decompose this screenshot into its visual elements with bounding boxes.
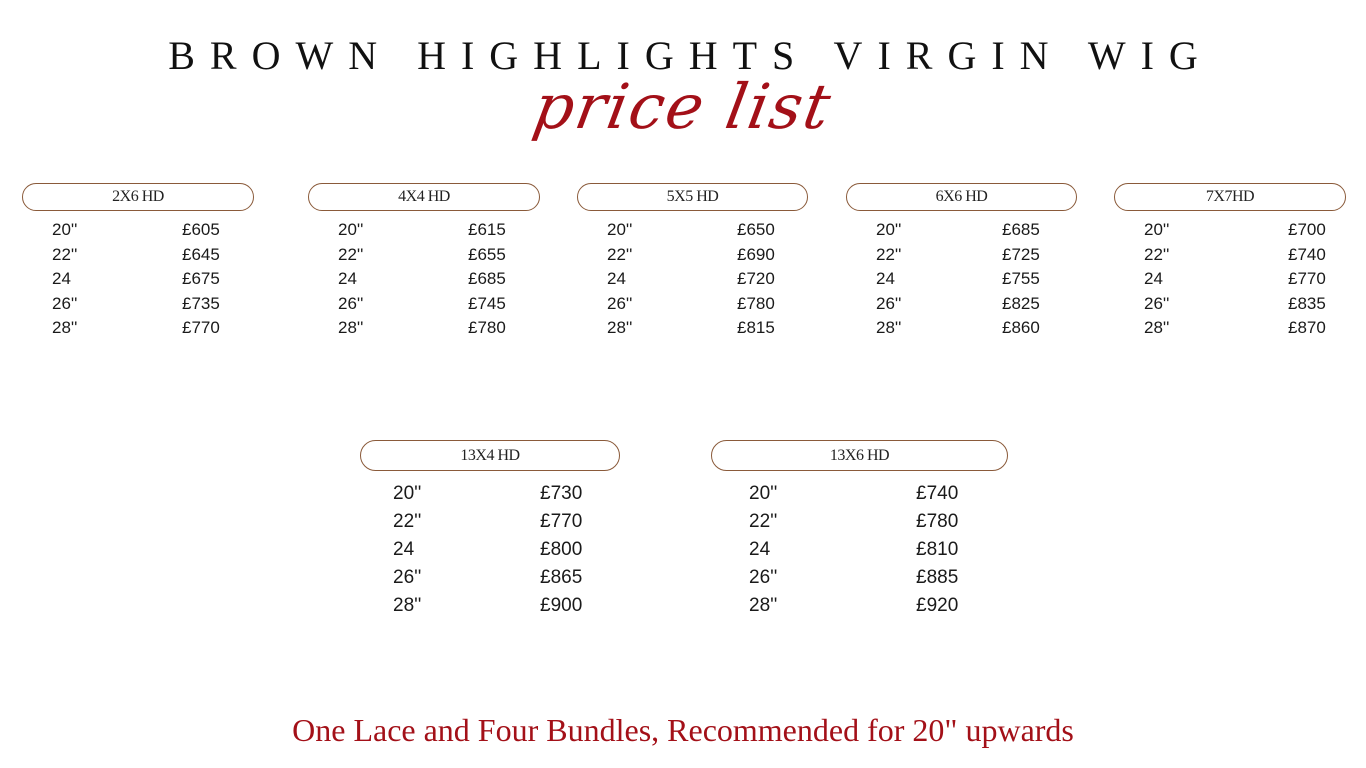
price-row <box>711 536 1008 564</box>
price-value: £885 <box>916 567 959 588</box>
size-value: 24 <box>52 269 71 289</box>
price-row <box>22 267 254 292</box>
price-value: £740 <box>1288 244 1326 264</box>
size-value: 20'' <box>749 483 778 504</box>
price-value: £725 <box>1002 244 1040 264</box>
price-row <box>711 508 1008 536</box>
price-row <box>1114 292 1346 317</box>
price-value: £900 <box>540 595 583 616</box>
price-row <box>360 564 620 592</box>
price-row <box>308 316 540 341</box>
price-row <box>22 292 254 317</box>
size-value: 26'' <box>338 293 364 313</box>
price-row <box>308 218 540 243</box>
price-value: £770 <box>1288 269 1326 289</box>
size-value: 26'' <box>749 567 778 588</box>
bottom-group <box>711 440 1008 620</box>
price-value: £780 <box>468 318 506 338</box>
footer-note: One Lace and Four Bundles, Recommended for 20" upwards <box>292 712 1074 748</box>
price-row <box>846 243 1077 268</box>
size-value: 28'' <box>607 318 633 338</box>
size-value: 26'' <box>607 293 633 313</box>
price-list <box>22 218 254 341</box>
size-value: 28'' <box>876 318 902 338</box>
bottom-group <box>360 440 620 620</box>
size-value: 24 <box>749 539 771 560</box>
price-value: £700 <box>1288 220 1326 239</box>
price-value: £770 <box>182 318 220 338</box>
size-value: 20'' <box>338 220 364 239</box>
price-row <box>577 218 808 243</box>
price-row <box>1114 218 1346 243</box>
price-value: £720 <box>737 269 775 289</box>
price-value: £870 <box>1288 318 1326 338</box>
price-value: £690 <box>737 244 775 264</box>
page-title: BROWN HIGHLIGHTS VIRGIN WIG <box>168 33 1213 78</box>
price-row <box>846 218 1077 243</box>
price-row <box>22 243 254 268</box>
price-list <box>846 218 1077 341</box>
price-value: £735 <box>182 293 220 313</box>
group-label: 4X4 HD <box>308 183 540 211</box>
price-row <box>360 508 620 536</box>
price-row <box>711 592 1008 620</box>
price-row <box>577 292 808 317</box>
size-value: 22'' <box>607 244 633 264</box>
price-value: £780 <box>916 511 959 532</box>
price-list <box>308 218 540 341</box>
price-list <box>1114 218 1346 341</box>
size-value: 22'' <box>338 244 364 264</box>
price-value: £655 <box>468 244 506 264</box>
size-value: 24 <box>607 269 626 289</box>
group-label: 2X6 HD <box>22 183 254 211</box>
price-row <box>308 243 540 268</box>
price-value: £780 <box>737 293 775 313</box>
price-row <box>1114 316 1346 341</box>
price-row <box>577 243 808 268</box>
price-row <box>308 292 540 317</box>
size-value: 26'' <box>393 567 422 588</box>
group-label: 13X4 HD <box>360 440 620 471</box>
size-value: 22'' <box>749 511 778 532</box>
price-value: £605 <box>182 220 220 239</box>
price-value: £755 <box>1002 269 1040 289</box>
price-value: £800 <box>540 539 583 560</box>
price-value: £685 <box>468 269 506 289</box>
top-group <box>22 183 254 341</box>
price-row <box>1114 243 1346 268</box>
price-row <box>846 267 1077 292</box>
price-value: £920 <box>916 595 959 616</box>
size-value: 24 <box>876 269 895 289</box>
price-value: £865 <box>540 567 583 588</box>
top-group <box>1114 183 1346 341</box>
size-value: 22'' <box>1144 244 1170 264</box>
price-row <box>360 536 620 564</box>
price-value: £835 <box>1288 293 1326 313</box>
group-label: 13X6 HD <box>711 440 1008 471</box>
price-row <box>846 292 1077 317</box>
size-value: 22'' <box>52 244 78 264</box>
price-value: £615 <box>468 220 506 239</box>
size-value: 26'' <box>52 293 78 313</box>
size-value: 26'' <box>1144 293 1170 313</box>
price-value: £815 <box>737 318 775 338</box>
price-row <box>846 316 1077 341</box>
size-value: 20'' <box>393 483 422 504</box>
price-list <box>577 218 808 341</box>
size-value: 28'' <box>52 318 78 338</box>
size-value: 28'' <box>338 318 364 338</box>
price-value: £810 <box>916 539 959 560</box>
size-value: 20'' <box>52 220 78 239</box>
price-row <box>1114 267 1346 292</box>
top-group <box>577 183 808 341</box>
price-list <box>360 480 620 620</box>
top-group <box>846 183 1077 341</box>
price-row <box>360 480 620 508</box>
size-value: 20'' <box>876 220 902 239</box>
group-label: 5X5 HD <box>577 183 808 211</box>
group-label: 7X7HD <box>1114 183 1346 211</box>
price-value: £745 <box>468 293 506 313</box>
size-value: 22'' <box>393 511 422 532</box>
price-row <box>577 267 808 292</box>
price-row <box>711 480 1008 508</box>
size-value: 28'' <box>393 595 422 616</box>
price-list <box>711 480 1008 620</box>
price-row <box>22 316 254 341</box>
price-value: £650 <box>737 220 775 239</box>
price-value: £685 <box>1002 220 1040 239</box>
price-row <box>308 267 540 292</box>
size-value: 26'' <box>876 293 902 313</box>
top-group <box>308 183 540 341</box>
price-row <box>577 316 808 341</box>
price-value: £645 <box>182 244 220 264</box>
price-row <box>360 592 620 620</box>
size-value: 28'' <box>1144 318 1170 338</box>
size-value: 20'' <box>607 220 633 239</box>
price-value: £675 <box>182 269 220 289</box>
size-value: 22'' <box>876 244 902 264</box>
page-subtitle: price list <box>528 70 838 143</box>
size-value: 24 <box>1144 269 1163 289</box>
size-value: 24 <box>338 269 357 289</box>
price-value: £740 <box>916 483 959 504</box>
price-row <box>22 218 254 243</box>
size-value: 24 <box>393 539 415 560</box>
price-value: £860 <box>1002 318 1040 338</box>
price-value: £730 <box>540 483 583 504</box>
price-value: £825 <box>1002 293 1040 313</box>
size-value: 20'' <box>1144 220 1170 239</box>
size-value: 28'' <box>749 595 778 616</box>
price-row <box>711 564 1008 592</box>
price-value: £770 <box>540 511 583 532</box>
group-label: 6X6 HD <box>846 183 1077 211</box>
